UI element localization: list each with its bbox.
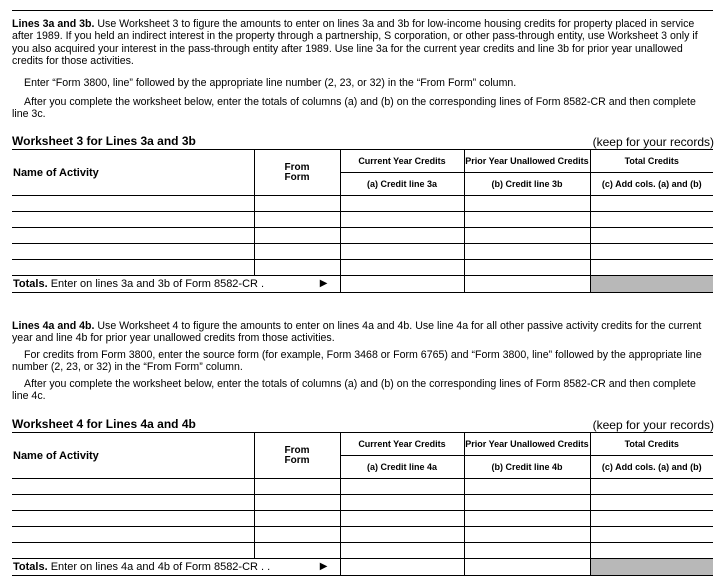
col-a-header: (a) Credit line 3a: [340, 173, 464, 196]
b-cell[interactable]: [464, 511, 590, 527]
name-cell[interactable]: [12, 244, 254, 260]
totals-row: [12, 276, 713, 293]
a-cell[interactable]: [340, 543, 464, 559]
name-cell[interactable]: [12, 479, 254, 495]
name-cell[interactable]: [12, 212, 254, 228]
a-cell[interactable]: [340, 212, 464, 228]
section4-para1: [12, 320, 715, 345]
a-cell[interactable]: [340, 228, 464, 244]
from-cell[interactable]: [254, 260, 340, 276]
c-cell[interactable]: [590, 479, 713, 495]
b-cell[interactable]: [464, 527, 590, 543]
col-current-header: Current Year Credits: [340, 150, 464, 173]
section3-para1: [12, 18, 715, 67]
a-cell[interactable]: [340, 479, 464, 495]
col-from-header: From Form: [254, 433, 340, 479]
name-cell[interactable]: [12, 511, 254, 527]
name-cell[interactable]: [12, 228, 254, 244]
a-cell[interactable]: [340, 260, 464, 276]
arrow-icon: ▶: [319, 561, 328, 572]
a-cell[interactable]: [340, 511, 464, 527]
section4-para2: For credits from Form 3800, enter the source form (for example, Form 3468 or Form 6765) and “Form 3800, line” followed by the appropriate line number (2, 23, or 32) in the “From Form” column.: [12, 349, 702, 374]
col-c-header: (c) Add cols. (a) and (b): [590, 456, 713, 479]
name-cell[interactable]: [12, 196, 254, 212]
total-a-cell[interactable]: [340, 276, 464, 293]
c-cell[interactable]: [590, 228, 713, 244]
from-cell[interactable]: [254, 228, 340, 244]
totals-label: Totals. Enter on lines 4a and 4b of Form 8582-CR . . ▶: [12, 559, 340, 576]
from-cell[interactable]: [254, 527, 340, 543]
name-cell[interactable]: [12, 543, 254, 559]
arrow-icon: ▶: [319, 278, 328, 289]
table-row: [12, 212, 713, 228]
c-cell[interactable]: [590, 212, 713, 228]
col-b-header: (b) Credit line 3b: [464, 173, 590, 196]
name-cell[interactable]: [12, 527, 254, 543]
table-row: [12, 228, 713, 244]
section4-para3: After you complete the worksheet below, enter the totals of columns (a) and (b) on the corresponding lines of Form 8582-CR and then complete line 4c.: [12, 378, 696, 403]
total-c-shaded: [590, 276, 713, 293]
col-total-header: Total Credits: [590, 433, 713, 456]
worksheet3-table: [12, 149, 713, 293]
worksheet3-title: Worksheet 3 for Lines 3a and 3b: [12, 134, 196, 148]
section3-heading: Lines 3a and 3b.: [12, 18, 95, 30]
c-cell[interactable]: [590, 543, 713, 559]
section4-text: Use Worksheet 4 to figure the amounts to enter on lines 4a and 4b. Use line 4a for all other passive activity credits for the current year and line 4b for prior year unallowed credits from those activities.: [12, 320, 702, 345]
a-cell[interactable]: [340, 196, 464, 212]
total-a-cell[interactable]: [340, 559, 464, 576]
top-rule: [12, 10, 713, 11]
name-cell[interactable]: [12, 495, 254, 511]
name-cell[interactable]: [12, 260, 254, 276]
table-row: [12, 495, 713, 511]
col-from-header: From Form: [254, 150, 340, 196]
from-cell[interactable]: [254, 495, 340, 511]
from-cell[interactable]: [254, 244, 340, 260]
from-cell[interactable]: [254, 543, 340, 559]
table-row: [12, 260, 713, 276]
b-cell[interactable]: [464, 543, 590, 559]
table-row: [12, 479, 713, 495]
worksheet4-keep-note: (keep for your records): [592, 418, 714, 432]
c-cell[interactable]: [590, 527, 713, 543]
table-row: [12, 543, 713, 559]
col-prior-header: Prior Year Unallowed Credits: [464, 150, 590, 173]
from-cell[interactable]: [254, 196, 340, 212]
totals-row: [12, 559, 713, 576]
worksheet4-title: Worksheet 4 for Lines 4a and 4b: [12, 417, 196, 431]
table-row: [12, 511, 713, 527]
b-cell[interactable]: [464, 212, 590, 228]
total-b-cell[interactable]: [464, 559, 590, 576]
col-total-header: Total Credits: [590, 150, 713, 173]
from-cell[interactable]: [254, 511, 340, 527]
b-cell[interactable]: [464, 479, 590, 495]
section3-para2: Enter “Form 3800, line” followed by the appropriate line number (2, 23, or 32) in the “From Form” column.: [24, 77, 517, 89]
col-a-header: (a) Credit line 4a: [340, 456, 464, 479]
section3-para3: After you complete the worksheet below, enter the totals of columns (a) and (b) on the corresponding lines of Form 8582-CR and then complete line 3c.: [12, 96, 696, 121]
totals-label: Totals. Enter on lines 3a and 3b of Form 8582-CR . ▶: [12, 276, 340, 293]
col-b-header: (b) Credit line 4b: [464, 456, 590, 479]
worksheet4-table: [12, 432, 713, 576]
a-cell[interactable]: [340, 495, 464, 511]
table-row: [12, 527, 713, 543]
section4-heading: Lines 4a and 4b.: [12, 320, 95, 332]
b-cell[interactable]: [464, 495, 590, 511]
col-name-header: Name of Activity: [12, 150, 254, 196]
b-cell[interactable]: [464, 244, 590, 260]
table-row: [12, 244, 713, 260]
c-cell[interactable]: [590, 196, 713, 212]
b-cell[interactable]: [464, 196, 590, 212]
col-current-header: Current Year Credits: [340, 433, 464, 456]
c-cell[interactable]: [590, 260, 713, 276]
total-c-shaded: [590, 559, 713, 576]
c-cell[interactable]: [590, 511, 713, 527]
col-c-header: (c) Add cols. (a) and (b): [590, 173, 713, 196]
col-prior-header: Prior Year Unallowed Credits: [464, 433, 590, 456]
total-b-cell[interactable]: [464, 276, 590, 293]
c-cell[interactable]: [590, 495, 713, 511]
b-cell[interactable]: [464, 228, 590, 244]
from-cell[interactable]: [254, 212, 340, 228]
a-cell[interactable]: [340, 244, 464, 260]
b-cell[interactable]: [464, 260, 590, 276]
a-cell[interactable]: [340, 527, 464, 543]
c-cell[interactable]: [590, 244, 713, 260]
col-name-header: Name of Activity: [12, 433, 254, 479]
section3-text: Use Worksheet 3 to figure the amounts to enter on lines 3a and 3b for low-income housing credits for property placed in service after 1989. If you held an indirect interest in the property through a partnership, S corporation, or other pass-through entity, use Worksheet 3 only if you also acquired your interest in the pass-through entity after 1989. Use line 3a for the current year credits and line 3b for prior year unallowed credits for those activities.: [12, 18, 698, 67]
worksheet3-keep-note: (keep for your records): [592, 135, 714, 149]
table-row: [12, 196, 713, 212]
from-cell[interactable]: [254, 479, 340, 495]
